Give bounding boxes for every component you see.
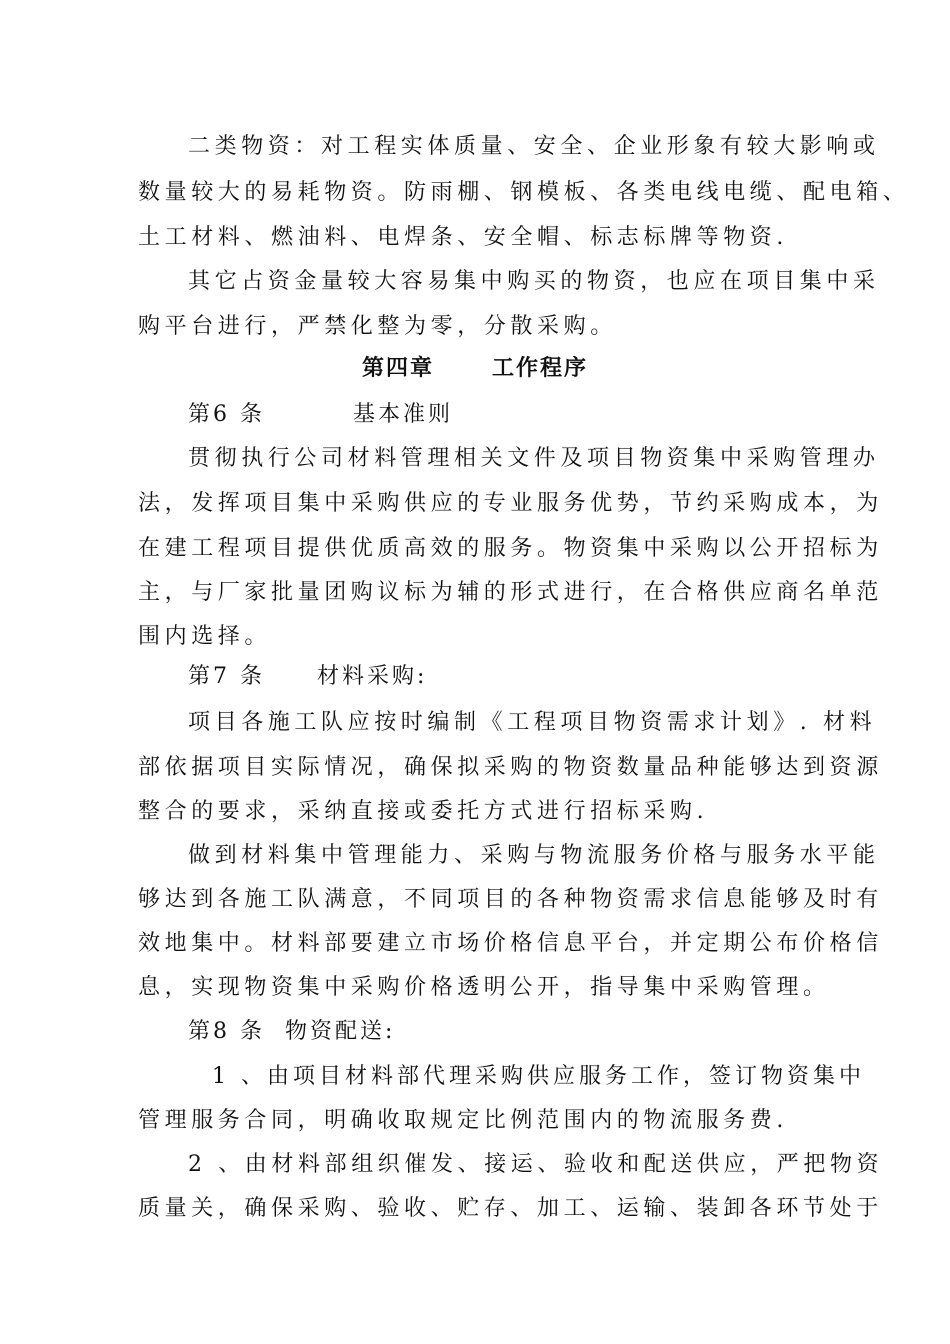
paragraph-line: 整合的要求，采纳直接或委托方式进行招标采购. [138, 799, 709, 824]
paragraph-line: 二类物资：对工程实体质量、安全、企业形象有较大影响或 [188, 134, 880, 159]
article-heading [188, 400, 950, 430]
paragraph-line: 主，与厂家批量团购议标为辅的形式进行，在合格供应商名单范 [138, 580, 883, 605]
article-heading [188, 1017, 950, 1047]
paragraph-line: 数量较大的易耗物资。防雨棚、钢模板、各类电线电缆、配电箱、 [138, 180, 910, 205]
paragraph-line: 质量关，确保采购、验收、贮存、加工、运输、装卸各环节处于 [138, 1196, 883, 1221]
article-number: 第7 条 [188, 664, 265, 689]
paragraph-line: 部依据项目实际情况，确保拟采购的物资数量品种能够达到资源 [138, 755, 883, 780]
article-title: 物资配送: [285, 1019, 396, 1044]
paragraph-line: 法，发挥项目集中采购供应的专业服务优势，节约采购成本，为 [138, 491, 883, 516]
article-title: 材料采购: [317, 664, 428, 689]
article-number: 第8 条 [188, 1019, 265, 1044]
paragraph-line: 2 、由材料部组织催发、接运、验收和配送供应，严把物资 [188, 1152, 884, 1177]
paragraph-line: 效地集中。材料部要建立市场价格信息平台，并定期公布价格信 [138, 931, 883, 956]
article-heading [188, 662, 950, 692]
paragraph-line: 够达到各施工队满意，不同项目的各种物资需求信息能够及时有 [138, 887, 883, 912]
paragraph-line: 1 、由项目材料部代理采购供应服务工作，签订物资集中 [212, 1064, 865, 1089]
paragraph-line: 其它占资金量较大容易集中购买的物资，也应在项目集中采 [188, 269, 880, 294]
paragraph-line: 做到材料集中管理能力、采购与物流服务价格与服务水平能 [188, 843, 880, 868]
article-number: 第6 条 [188, 402, 265, 427]
paragraph-line: 项目各施工队应按时编制《工程项目物资需求计划》. 材料 [188, 710, 877, 735]
chapter-heading: 第四章 工作程序 [362, 356, 588, 381]
paragraph-line: 在建工程项目提供优质高效的服务。物资集中采购以公开招标为 [138, 536, 883, 561]
article-title: 基本准则 [353, 402, 454, 427]
paragraph-line: 购平台进行，严禁化整为零，分散采购。 [138, 314, 617, 339]
paragraph-line: 围内选择。 [138, 624, 272, 649]
paragraph-line: 贯彻执行公司材料管理相关文件及项目物资集中采购管理办 [188, 446, 880, 471]
paragraph-line: 土工材料、燃油料、电焊条、安全帽、标志标牌等物资. [138, 225, 788, 250]
paragraph-line: 息，实现物资集中采购价格透明公开，指导集中采购管理。 [138, 975, 830, 1000]
paragraph-line: 管理服务合同，明确收取规定比例范围内的物流服务费. [138, 1108, 788, 1133]
